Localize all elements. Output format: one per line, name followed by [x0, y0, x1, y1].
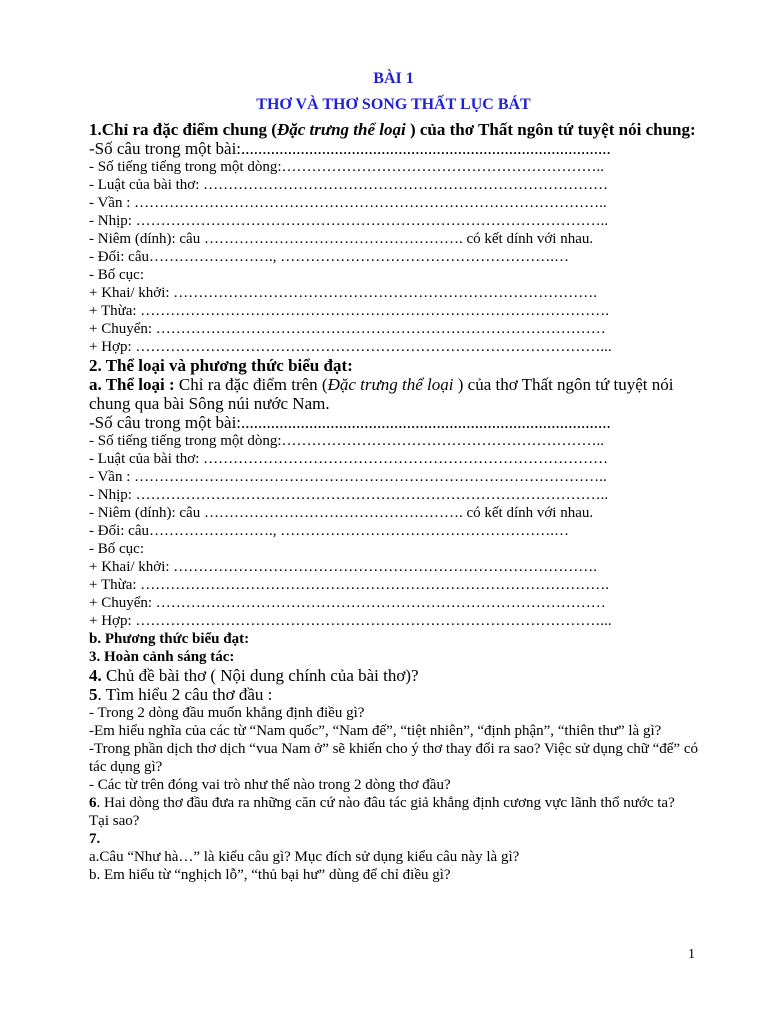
s1-line: -Số câu trong một bài:....................................................................................... — [89, 139, 611, 158]
s2-line: + Hợp: …………………………………………………………………………………... — [89, 613, 612, 629]
s7-line: b. Em hiểu từ “nghịch lỗ”, “thủ bại hư” dùng để chỉ điều gì? — [89, 867, 451, 883]
section-3-heading: 3. Hoàn cảnh sáng tác: — [89, 649, 235, 665]
s1-line: - Luật của bài thơ: ……………………………………………………………………… — [89, 177, 609, 193]
s7-line: a.Câu “Như hà…” là kiểu câu gì? Mục đích sử dụng kiểu câu này là gì? — [89, 849, 520, 865]
section-5-number: 5 — [89, 685, 98, 704]
section-2-heading: 2. Thể loại và phương thức biểu đạt: — [89, 356, 353, 375]
lesson-number: BÀI 1 — [373, 70, 414, 87]
section-5 — [89, 685, 698, 704]
section-6-text: . Hai dòng thơ đầu đưa ra những căn cứ nào đâu tác giả khẳng định cương vực lãnh thổ nước ta? Tại sao? — [89, 795, 675, 829]
section-2b-heading: b. Phương thức biểu đạt: — [89, 631, 250, 647]
section-1-heading — [89, 120, 698, 139]
section-4-number: 4. — [89, 666, 102, 685]
s1-line: + Thừa: …………………………………………………………………………………. — [89, 303, 610, 319]
section-2a-label: a. Thể loại : — [89, 375, 175, 394]
section-2a-paragraph — [89, 375, 698, 413]
s2-line: - Niêm (dính): câu ……………………………………………. có kết dính với nhau. — [89, 505, 594, 521]
section-5-text: . Tìm hiểu 2 câu thơ đầu : — [97, 685, 273, 704]
s5-line: - Trong 2 dòng đầu muốn khẳng định điều gì? — [89, 705, 365, 721]
s2-line: - Số tiếng tiếng trong một dòng:……………………………………………………….. — [89, 433, 604, 449]
s5-line: -Em hiểu nghĩa của các từ “Nam quốc”, “Nam đế”, “tiệt nhiên”, “định phận”, “thiên thư” là gì? — [89, 723, 662, 739]
s2-line: + Chuyển: ……………………………………………………………………………… — [89, 595, 606, 611]
s2-line: - Nhịp: ………………………………………………………………………………….. — [89, 487, 609, 503]
s2-line: - Vần : ………………………………………………………………………………….. — [89, 469, 607, 485]
s1-line: - Nhịp: ………………………………………………………………………………….. — [89, 213, 609, 229]
s2-line: + Thừa: …………………………………………………………………………………. — [89, 577, 610, 593]
s1-line: - Số tiếng tiếng trong một dòng:……………………………………………………….. — [89, 159, 604, 175]
s1-line: - Niêm (dính): câu ……………………………………………. có kết dính với nhau. — [89, 231, 594, 247]
s2-line: - Đối: câu……………………., ……………………………………………….… — [89, 523, 569, 539]
section-1-heading-italic: Đặc trưng thể loại — [276, 120, 406, 139]
s2-line: - Luật của bài thơ: ……………………………………………………………………… — [89, 451, 609, 467]
s2-line: -Số câu trong một bài:....................................................................................... — [89, 413, 611, 432]
section-6 — [89, 794, 698, 830]
s1-line: + Chuyển: ……………………………………………………………………………… — [89, 321, 606, 337]
section-1-heading-suffix: ) của thơ Thất ngôn tứ tuyệt nói chung: — [405, 120, 696, 139]
section-2a-italic: Đặc trưng thể loại — [327, 375, 454, 394]
s1-line: - Đối: câu……………………., ……………………………………………….… — [89, 249, 569, 265]
s1-line: - Vần : ………………………………………………………………………………….. — [89, 195, 607, 211]
section-6-number: 6 — [89, 795, 97, 811]
s1-line: - Bố cục: — [89, 267, 144, 283]
section-2a-suffix: ) của thơ Thất ngôn tứ tuyệt nói chung qua bài Sông núi nước Nam. — [89, 375, 674, 413]
section-2a-prefix: Chỉ ra đặc điểm trên ( — [174, 375, 328, 394]
s5-line: - Các từ trên đóng vai trò như thế nào trong 2 dòng thơ đầu? — [89, 777, 451, 793]
s1-line: + Hợp: …………………………………………………………………………………... — [89, 339, 612, 355]
section-4-text: Chủ đề bài thơ ( Nội dung chính của bài thơ)? — [101, 666, 419, 685]
s1-line: + Khai/ khởi: …………………………………………………………………………. — [89, 285, 598, 301]
s5-line: -Trong phần dịch thơ dịch “vua Nam ở” sẽ khiến cho ý thơ thay đổi ra sao? Việc sử dụng chữ “để” có tác dụng gì? — [89, 741, 699, 775]
s2-line: + Khai/ khởi: …………………………………………………………………………. — [89, 559, 598, 575]
section-4 — [89, 666, 698, 685]
section-1-heading-prefix: 1.Chỉ ra đặc điểm chung ( — [89, 120, 277, 139]
s2-line: - Bố cục: — [89, 541, 144, 557]
page-number: 1 — [688, 947, 695, 962]
section-7-number: 7. — [89, 831, 101, 847]
lesson-title: THƠ VÀ THƠ SONG THẤT LỤC BÁT — [256, 96, 531, 113]
